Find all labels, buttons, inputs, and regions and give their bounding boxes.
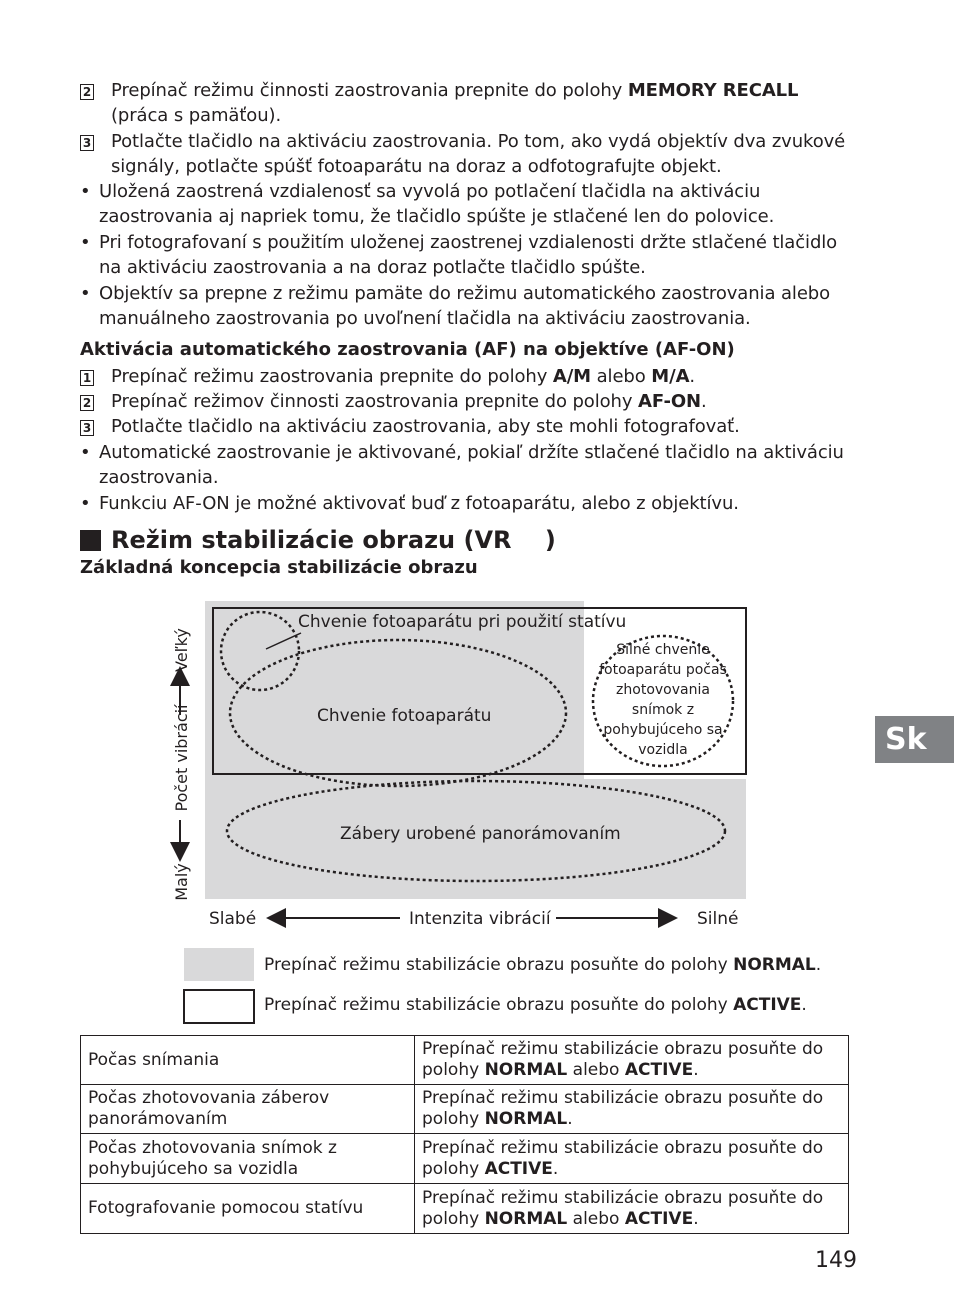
recall-bullet-1-line2: zaostrovania aj napriek tomu, že tlačidlo spúšte je stlačené len do polovice.	[99, 206, 775, 227]
step-bold: AF-ON	[638, 391, 702, 412]
recall-bullet-3: Objektív sa prepne z režimu pamäte do režimu automatického zaostrovania alebo	[99, 283, 831, 304]
situation-cell: Fotografovanie pomocou statívu	[81, 1184, 415, 1234]
bullet-marker: •	[80, 442, 91, 463]
recall-bullet-2-line2: na aktiváciu zaostrovania a na doraz potlačte tlačidlo spúšte.	[99, 257, 646, 278]
step-number: 1	[80, 370, 94, 386]
page-number: 149	[815, 1248, 857, 1273]
panning-label: Zábery urobené panorámovaním	[340, 824, 621, 844]
vehicle-label-line: zhotovovania	[616, 682, 710, 698]
step-text: alebo	[591, 366, 652, 387]
vehicle-label-line: pohybujúceho sa	[603, 722, 723, 738]
bullet-marker: •	[80, 283, 91, 304]
situation-cell: Počas snímania	[81, 1036, 415, 1085]
setting-cell: Prepínač režimu stabilizácie obrazu posuňte do polohy NORMAL.	[415, 1085, 849, 1134]
step-text: Prepínač režimov činnosti zaostrovania prepnite do polohy	[111, 391, 639, 412]
x-axis-label: Intenzita vibrácií	[409, 909, 551, 929]
vr-subheading: Základná koncepcia stabilizácie obrazu	[80, 557, 478, 578]
step-text: Potlačte tlačidlo na aktiváciu zaostrovania. Po tom, ako vydá objektív dva zvukové	[111, 131, 846, 152]
step-text: Prepínač režimu zaostrovania prepnite do polohy	[111, 366, 553, 387]
setting-cell: Prepínač režimu stabilizácie obrazu posuňte do polohy ACTIVE.	[415, 1134, 849, 1184]
x-low-label: Slabé	[209, 909, 257, 929]
recall-bullet-2: Pri fotografovaní s použitím uloženej zaostrenej vzdialenosti držte stlačené tlačidlo	[99, 232, 838, 253]
recall-step-2-line2: (práca s pamäťou).	[111, 105, 282, 126]
step-text: Potlačte tlačidlo na aktiváciu zaostrovania, aby ste mohli fotografovať.	[111, 416, 740, 437]
setting-cell: Prepínač režimu stabilizácie obrazu posuňte do polohy NORMAL alebo ACTIVE.	[415, 1184, 849, 1234]
vr-heading: Režim stabilizácie obrazu (VR )	[111, 526, 556, 554]
afon-bullet-2: Funkciu AF-ON je možné aktivovať buď z fotoaparátu, alebo z objektívu.	[99, 493, 739, 514]
vr-mode-table	[80, 1035, 849, 1234]
legend-active-swatch	[184, 990, 254, 1023]
recall-step-3-line2: signály, potlačte spúšť fotoaparátu na doraz a odfotografujte objekt.	[111, 156, 722, 177]
camera-shake-label: Chvenie fotoaparátu	[317, 706, 492, 726]
y-axis	[172, 628, 191, 901]
table-row	[81, 1085, 849, 1134]
recall-bullet-3-line2: manuálneho zaostrovania po uvoľnení tlačidla na aktiváciu zaostrovania.	[99, 308, 751, 329]
y-axis-label: Počet vibrácií	[172, 704, 191, 812]
legend-bold: NORMAL	[733, 955, 816, 975]
legend-normal-swatch	[184, 948, 254, 981]
bullet-marker: •	[80, 232, 91, 253]
vehicle-label-line: vozidla	[638, 742, 688, 758]
bullet-marker: •	[80, 493, 91, 514]
step-text: .	[689, 366, 696, 387]
x-high-label: Silné	[697, 909, 739, 929]
legend-text: .	[815, 955, 822, 975]
vehicle-label-line: snímok z	[631, 702, 695, 718]
legend-active-text	[264, 995, 807, 1015]
recall-bullet-1: Uložená zaostrená vzdialenosť sa vyvolá po potlačení tlačidla na aktiváciu	[99, 181, 761, 202]
step-text: .	[701, 391, 707, 412]
step-number: 3	[80, 135, 94, 151]
tripod-label: Chvenie fotoaparátu pri použití statívu	[298, 612, 627, 632]
bullet-marker: •	[80, 181, 91, 202]
vehicle-label-line: Silné chvenie	[616, 642, 710, 658]
legend-text: Prepínač režimu stabilizácie obrazu posuňte do polohy	[264, 995, 734, 1015]
step-number: 3	[80, 420, 94, 436]
step-bold: M/A	[651, 366, 690, 387]
vehicle-label	[599, 642, 727, 758]
step-bold: A/M	[552, 366, 591, 387]
step-number: 2	[80, 84, 94, 100]
legend-bold: ACTIVE	[733, 995, 802, 1015]
afon-bullet-1: Automatické zaostrovanie je aktivované, pokiaľ držíte stlačené tlačidlo na aktiváciu	[99, 442, 844, 463]
situation-cell: Počas zhotovovania snímok z pohybujúceho sa vozidla	[81, 1134, 415, 1184]
legend-text: .	[801, 995, 807, 1015]
table-row	[81, 1134, 849, 1184]
setting-cell: Prepínač režimu stabilizácie obrazu posuňte do polohy NORMAL alebo ACTIVE.	[415, 1036, 849, 1085]
table-row	[81, 1184, 849, 1234]
y-low-label: Malý	[172, 863, 191, 901]
language-tab: Sk	[875, 716, 954, 763]
step-bold: MEMORY RECALL	[627, 80, 799, 101]
step-number: 2	[80, 395, 94, 411]
situation-cell: Počas zhotovovania záberov panorámovaním	[81, 1085, 415, 1134]
legend-text: Prepínač režimu stabilizácie obrazu posuňte do polohy	[264, 955, 734, 975]
vehicle-label-line: fotoaparátu počas	[599, 662, 727, 678]
y-high-label: Veľký	[172, 628, 191, 672]
table-row	[81, 1036, 849, 1085]
afon-bullet-1-line2: zaostrovania.	[99, 467, 219, 488]
step-text: Prepínač režimu činnosti zaostrovania prepnite do polohy	[111, 80, 628, 101]
afon-heading: Aktivácia automatického zaostrovania (AF) na objektíve (AF-ON)	[80, 339, 735, 360]
legend-normal-text	[264, 955, 821, 975]
